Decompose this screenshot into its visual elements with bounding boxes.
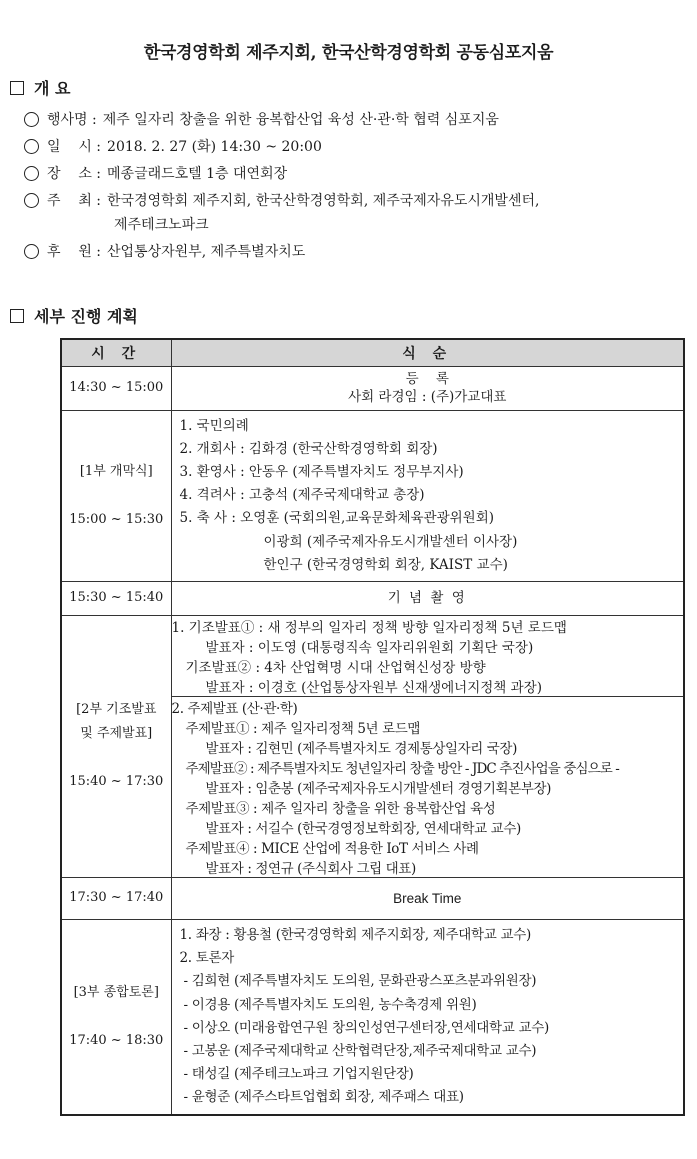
- program-line: 주제발표② : 제주특별자치도 청년일자리 창출 방안 - JDC 추진사업을 중심으로 -: [185, 760, 619, 777]
- program-line: 발표자 : 정연규 (주식회사 그립 대표): [205, 860, 416, 877]
- session-time: 15:00 ~ 15:30: [69, 511, 164, 527]
- document-title: 한국경영학회 제주지회, 한국산학경영학회 공동심포지움: [143, 43, 554, 63]
- program-line: 5. 축 사 : 오영훈 (국회의원,교육문화체육관광위원회): [179, 510, 495, 527]
- time-cell: 15:30 ~ 15:40: [61, 581, 171, 615]
- table-header-row: [61, 339, 684, 366]
- program-line: 2. 토론자: [179, 950, 234, 967]
- table-row: [61, 919, 684, 1114]
- square-bullet-icon: [10, 81, 24, 95]
- session-label: [2부 기조발표: [76, 702, 157, 718]
- table-row: [61, 581, 684, 615]
- program-line: 주제발표① : 제주 일자리정책 5년 로드맵: [185, 720, 421, 737]
- overview-item-venue: [24, 162, 684, 186]
- overview-list: [24, 108, 684, 264]
- program-cell: [171, 410, 684, 581]
- topics-block: [172, 696, 684, 877]
- program-line: - 김희현 (제주특별자치도 도의원, 문화관광스포츠분과위원장): [183, 973, 537, 990]
- keynote-block: [172, 616, 684, 696]
- program-line: - 고봉운 (제주국제대학교 산학협력단장,제주국제대학교 교수): [183, 1042, 537, 1059]
- overview-label: 일 시 :: [47, 139, 102, 155]
- program-line: 사회 라경임 : (주)가교대표: [348, 388, 507, 405]
- time-cell: [61, 615, 171, 877]
- overview-label: 주 최 :: [47, 193, 102, 209]
- overview-label: 장 소 :: [47, 166, 102, 182]
- column-header-time: 시 간: [61, 339, 171, 366]
- program-line: 발표자 : 이경호 (산업통상자원부 신재생에너지정책 과장): [205, 679, 542, 696]
- overview-label: 행사명 :: [47, 112, 97, 128]
- circle-bullet-icon: [24, 112, 39, 127]
- overview-item-host: [24, 189, 684, 213]
- circle-bullet-icon: [24, 244, 39, 259]
- time-cell: [61, 919, 171, 1114]
- program-line: 2. 주제발표 (산·관·학): [171, 700, 298, 717]
- program-line: 발표자 : 임춘봉 (제주국제자유도시개발센터 경영기획본부장): [205, 780, 551, 797]
- overview-item-event: [24, 108, 684, 132]
- overview-value: 제주테크노파크: [114, 217, 209, 233]
- time-cell: 14:30 ~ 15:00: [61, 366, 171, 410]
- program-line: 주제발표④ : MICE 산업에 적용한 IoT 서비스 사례: [185, 840, 479, 857]
- session-time: 15:40 ~ 17:30: [69, 774, 164, 790]
- time-cell: [61, 410, 171, 581]
- overview-heading: [10, 76, 70, 99]
- square-bullet-icon: [10, 309, 24, 323]
- time-cell: 17:30 ~ 17:40: [61, 877, 171, 919]
- overview-value: 메종글래드호텔 1층 대연회장: [107, 166, 288, 182]
- overview-item-sponsor: [24, 240, 684, 264]
- circle-bullet-icon: [24, 139, 39, 154]
- overview-item-host-continued: [24, 213, 684, 237]
- overview-value: 제주 일자리 창출을 위한 융복합산업 육성 산·관·학 협력 심포지움: [102, 112, 499, 128]
- overview-value: 한국경영학회 제주지회, 한국산학경영학회, 제주국제자유도시개발센터,: [107, 193, 540, 209]
- session-label: [1부 개막식]: [79, 463, 153, 479]
- program-line: 2. 개회사 : 김화경 (한국산학경영학회 회장): [179, 440, 438, 457]
- program-cell: Break Time: [171, 877, 684, 919]
- circle-bullet-icon: [24, 166, 39, 181]
- program-line: - 윤형준 (제주스타트업협회 회장, 제주패스 대표): [183, 1089, 464, 1106]
- program-cell: [171, 919, 684, 1114]
- program-line: - 이경용 (제주특별자치도 도의원, 농수축경제 위원): [183, 996, 477, 1013]
- overview-label: 후 원 :: [47, 244, 102, 260]
- program-cell: [171, 615, 684, 877]
- program-line: 한인구 (한국경영학회 회장, KAIST 교수): [263, 556, 508, 573]
- column-header-program: 식 순: [171, 339, 684, 366]
- schedule-heading-text: 세부 진행 계획: [34, 307, 138, 326]
- program-line: 1. 좌장 : 황용철 (한국경영학회 제주지회장, 제주대학교 교수): [179, 926, 531, 943]
- overview-value: 2018. 2. 27 (화) 14:30 ~ 20:00: [107, 139, 322, 155]
- program-line: 4. 격려사 : 고충석 (제주국제대학교 총장): [179, 487, 425, 504]
- program-line: 발표자 : 김현민 (제주특별자치도 경제통상일자리 국장): [205, 740, 517, 757]
- program-line: 1. 기조발표① : 새 정부의 일자리 정책 방향 일자리정책 5년 로드맵: [171, 619, 567, 636]
- session-time: 17:40 ~ 18:30: [69, 1032, 164, 1048]
- program-line: - 태성길 (제주테크노파크 기업지원단장): [183, 1066, 414, 1083]
- program-line: 등 록: [405, 370, 449, 387]
- overview-heading-text: 개 요: [34, 79, 71, 98]
- program-line: 3. 환영사 : 안동우 (제주특별자치도 정무부지사): [179, 463, 464, 480]
- overview-item-date: [24, 135, 684, 159]
- schedule-heading: [10, 304, 138, 327]
- program-line: 발표자 : 서길수 (한국경영정보학회장, 연세대학교 교수): [205, 820, 521, 837]
- program-line: 기조발표② : 4차 산업혁명 시대 산업혁신성장 방향: [185, 659, 486, 676]
- table-row: [61, 615, 684, 877]
- program-line: 발표자 : 이도영 (대통령직속 일자리위원회 기획단 국장): [205, 639, 534, 656]
- program-line: 주제발표③ : 제주 일자리 창출을 위한 융복합산업 육성: [185, 800, 496, 817]
- session-label: [3부 종합토론]: [73, 984, 159, 1000]
- session-label-continued: 및 주제발표]: [80, 726, 153, 742]
- program-cell: [171, 366, 684, 410]
- program-cell: 기 념 촬 영: [171, 581, 684, 615]
- program-line: - 이상오 (미래융합연구원 창의인성연구센터장,연세대학교 교수): [183, 1019, 549, 1036]
- program-line: 이광희 (제주국제자유도시개발센터 이사장): [263, 533, 518, 550]
- table-row: [61, 366, 684, 410]
- program-line: 1. 국민의례: [179, 417, 249, 434]
- overview-value: 산업통상자원부, 제주특별자치도: [107, 244, 306, 260]
- schedule-table: [60, 338, 685, 1116]
- table-row: [61, 877, 684, 919]
- circle-bullet-icon: [24, 193, 39, 208]
- table-row: [61, 410, 684, 581]
